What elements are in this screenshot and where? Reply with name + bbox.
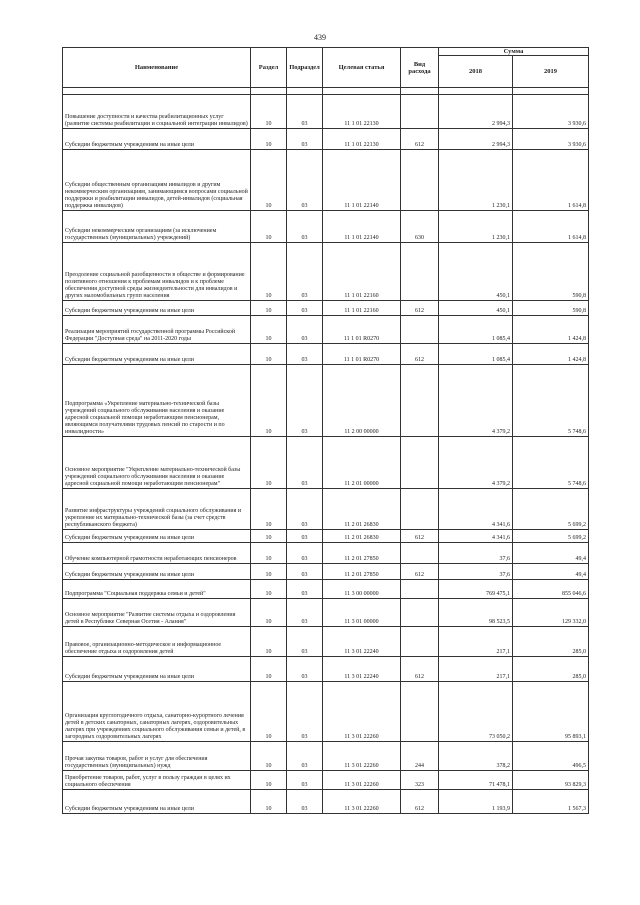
row-subsection: 03 — [287, 682, 323, 742]
row-name: Субсидии некоммерческим организациям (за исключением государственных (муниципальных) учреждений) — [63, 211, 251, 243]
row-name: Субсидии бюджетным учреждениям на иные цели — [63, 564, 251, 580]
row-name: Основное мероприятие "Развитие системы отдыха и оздоровления детей в Республике Северная Осетия - Алания" — [63, 599, 251, 627]
table-row — [63, 437, 589, 489]
row-sum-2019: 5 699,2 — [513, 489, 589, 530]
row-sum-2018: 4 341,6 — [439, 530, 513, 543]
row-section: 10 — [251, 790, 287, 814]
row-target: 11 1 01 22130 — [323, 129, 401, 150]
row-name: Прочая закупка товаров, работ и услуг для обеспечения государственных (муниципальных) нужд — [63, 742, 251, 771]
header-spacer — [63, 88, 589, 95]
row-sum-2018: 1 085,4 — [439, 316, 513, 344]
row-name: Субсидии бюджетным учреждениям на иные цели — [63, 129, 251, 150]
row-section: 10 — [251, 437, 287, 489]
row-section: 10 — [251, 129, 287, 150]
row-target: 11 3 01 22240 — [323, 627, 401, 657]
table-row — [63, 627, 589, 657]
table-row — [63, 316, 589, 344]
row-section: 10 — [251, 599, 287, 627]
header-year-2019: 2019 — [513, 56, 589, 88]
row-sum-2019: 1 614,8 — [513, 211, 589, 243]
row-target: 11 3 01 22240 — [323, 657, 401, 682]
row-sum-2018: 378,2 — [439, 742, 513, 771]
row-target: 11 3 00 00000 — [323, 580, 401, 599]
row-expense-type — [401, 243, 439, 301]
row-subsection: 03 — [287, 211, 323, 243]
row-target: 11 2 00 00000 — [323, 365, 401, 437]
row-subsection: 03 — [287, 790, 323, 814]
row-name: Приобретение товаров, работ, услуг в пользу граждан в целях их социального обеспечения — [63, 771, 251, 790]
table-row — [63, 489, 589, 530]
row-section: 10 — [251, 211, 287, 243]
row-sum-2019: 285,0 — [513, 627, 589, 657]
table-row — [63, 543, 589, 564]
row-target: 11 2 01 00000 — [323, 437, 401, 489]
row-target: 11 3 01 22260 — [323, 790, 401, 814]
row-sum-2019: 129 332,0 — [513, 599, 589, 627]
row-sum-2019: 49,4 — [513, 564, 589, 580]
row-name: Повышение доступности и качества реабилитационных услуг (развитие системы реабилитации и социальной интеграции инвалидов) — [63, 95, 251, 129]
row-expense-type — [401, 150, 439, 211]
row-expense-type: 612 — [401, 657, 439, 682]
row-sum-2018: 1 230,1 — [439, 150, 513, 211]
table-row — [63, 301, 589, 316]
row-expense-type — [401, 682, 439, 742]
row-sum-2019: 1 567,3 — [513, 790, 589, 814]
row-sum-2018: 450,1 — [439, 301, 513, 316]
table-row — [63, 150, 589, 211]
row-target: 11 3 01 00000 — [323, 599, 401, 627]
row-expense-type — [401, 627, 439, 657]
row-expense-type — [401, 316, 439, 344]
row-subsection: 03 — [287, 301, 323, 316]
row-name: Субсидии бюджетным учреждениям на иные цели — [63, 301, 251, 316]
row-target: 11 1 01 R0270 — [323, 316, 401, 344]
table-row — [63, 657, 589, 682]
row-section: 10 — [251, 301, 287, 316]
row-sum-2018: 73 050,2 — [439, 682, 513, 742]
row-subsection: 03 — [287, 771, 323, 790]
row-subsection: 03 — [287, 365, 323, 437]
row-subsection: 03 — [287, 489, 323, 530]
row-name: Субсидии общественным организациям инвалидов и другим некоммерческим организациям, занимающимся вопросами социальной поддержки и реабилитации инвалидов, детей-инвалидов (социальная поддержка инвалидов) — [63, 150, 251, 211]
row-sum-2019: 1 614,8 — [513, 150, 589, 211]
row-target: 11 1 01 22160 — [323, 243, 401, 301]
table-body — [63, 88, 589, 814]
row-target: 11 3 01 22260 — [323, 742, 401, 771]
table-row — [63, 211, 589, 243]
row-sum-2018: 37,6 — [439, 543, 513, 564]
row-sum-2018: 2 994,3 — [439, 95, 513, 129]
row-target: 11 1 01 22140 — [323, 211, 401, 243]
table-row — [63, 790, 589, 814]
row-sum-2018: 217,1 — [439, 627, 513, 657]
row-expense-type: 612 — [401, 530, 439, 543]
row-sum-2019: 855 046,6 — [513, 580, 589, 599]
header-subsection: Подраздел — [287, 48, 323, 88]
row-sum-2019: 590,8 — [513, 301, 589, 316]
row-sum-2019: 5 748,6 — [513, 365, 589, 437]
row-sum-2018: 1 193,9 — [439, 790, 513, 814]
header-name: Наименование — [63, 48, 251, 88]
row-sum-2018: 4 379,2 — [439, 437, 513, 489]
row-expense-type: 612 — [401, 564, 439, 580]
row-sum-2019: 590,8 — [513, 243, 589, 301]
row-expense-type — [401, 543, 439, 564]
header-expense-type: Вид расхода — [401, 48, 439, 88]
table-row — [63, 599, 589, 627]
row-section: 10 — [251, 489, 287, 530]
row-subsection: 03 — [287, 742, 323, 771]
row-expense-type: 630 — [401, 211, 439, 243]
row-section: 10 — [251, 530, 287, 543]
row-expense-type: 612 — [401, 301, 439, 316]
row-expense-type — [401, 580, 439, 599]
table-row — [63, 742, 589, 771]
row-sum-2018: 98 523,5 — [439, 599, 513, 627]
row-sum-2018: 4 341,6 — [439, 489, 513, 530]
row-subsection: 03 — [287, 580, 323, 599]
row-sum-2018: 37,6 — [439, 564, 513, 580]
row-section: 10 — [251, 543, 287, 564]
table-row — [63, 129, 589, 150]
row-subsection: 03 — [287, 129, 323, 150]
row-expense-type: 244 — [401, 742, 439, 771]
row-subsection: 03 — [287, 530, 323, 543]
row-sum-2019: 1 424,8 — [513, 344, 589, 365]
row-subsection: 03 — [287, 437, 323, 489]
row-subsection: 03 — [287, 344, 323, 365]
row-expense-type — [401, 599, 439, 627]
row-subsection: 03 — [287, 316, 323, 344]
row-sum-2018: 2 994,3 — [439, 129, 513, 150]
row-name: Субсидии бюджетным учреждениям на иные цели — [63, 657, 251, 682]
row-target: 11 1 01 22140 — [323, 150, 401, 211]
row-name: Организация круглогодичного отдыха, санаторно-курортного лечения детей в детских санаторных, санаторных лагерях, оздоровительных лагерях при учреждениях социального обслуживания семьи и детей, в загородных оздоровительных лагерях — [63, 682, 251, 742]
row-subsection: 03 — [287, 564, 323, 580]
row-section: 10 — [251, 316, 287, 344]
row-section: 10 — [251, 243, 287, 301]
row-sum-2018: 217,1 — [439, 657, 513, 682]
row-sum-2018: 769 475,1 — [439, 580, 513, 599]
row-section: 10 — [251, 682, 287, 742]
row-name: Субсидии бюджетным учреждениям на иные цели — [63, 790, 251, 814]
row-target: 11 2 01 26830 — [323, 489, 401, 530]
table-row — [63, 771, 589, 790]
row-sum-2018: 1 230,1 — [439, 211, 513, 243]
row-section: 10 — [251, 657, 287, 682]
row-expense-type — [401, 489, 439, 530]
row-name: Развитие инфраструктуры учреждений социального обслуживания и укрепление их материально-технической базы (за счет средств республиканского бюджета) — [63, 489, 251, 530]
table-row — [63, 530, 589, 543]
row-section: 10 — [251, 95, 287, 129]
row-section: 10 — [251, 150, 287, 211]
table-row — [63, 682, 589, 742]
header-row — [63, 48, 589, 56]
page-number: 439 — [314, 33, 326, 42]
row-target: 11 3 01 22260 — [323, 771, 401, 790]
header-sum: Сумма — [439, 48, 589, 56]
table-row — [63, 365, 589, 437]
row-section: 10 — [251, 365, 287, 437]
row-name: Субсидии бюджетным учреждениям на иные цели — [63, 344, 251, 365]
row-sum-2018: 71 478,1 — [439, 771, 513, 790]
row-target: 11 1 01 22130 — [323, 95, 401, 129]
row-subsection: 03 — [287, 543, 323, 564]
row-target: 11 2 01 27850 — [323, 564, 401, 580]
row-name: Преодоление социальной разобщенности в обществе и формирование позитивного отношения к проблемам инвалидов и к проблеме обеспечения доступной среды жизнедеятельности для инвалидов и других маломобильных групп населения — [63, 243, 251, 301]
row-expense-type — [401, 95, 439, 129]
row-expense-type: 612 — [401, 344, 439, 365]
table-row — [63, 95, 589, 129]
row-section: 10 — [251, 564, 287, 580]
row-expense-type — [401, 437, 439, 489]
table-row — [63, 580, 589, 599]
row-target: 11 1 01 R0270 — [323, 344, 401, 365]
row-subsection: 03 — [287, 150, 323, 211]
row-target: 11 1 01 22160 — [323, 301, 401, 316]
row-subsection: 03 — [287, 657, 323, 682]
row-section: 10 — [251, 580, 287, 599]
table-row — [63, 344, 589, 365]
row-name: Обучение компьютерной грамотности неработающих пенсионеров — [63, 543, 251, 564]
row-sum-2019: 95 893,1 — [513, 682, 589, 742]
row-subsection: 03 — [287, 627, 323, 657]
row-expense-type: 612 — [401, 790, 439, 814]
row-sum-2018: 4 379,2 — [439, 365, 513, 437]
row-name: Реализация мероприятий государственной программы Российской Федерации "Доступная среда" на 2011-2020 годы — [63, 316, 251, 344]
row-target: 11 2 01 27850 — [323, 543, 401, 564]
row-section: 10 — [251, 627, 287, 657]
row-sum-2019: 285,0 — [513, 657, 589, 682]
header-target: Целевая статья — [323, 48, 401, 88]
row-target: 11 3 01 22260 — [323, 682, 401, 742]
row-sum-2019: 496,5 — [513, 742, 589, 771]
table-row — [63, 243, 589, 301]
row-expense-type: 323 — [401, 771, 439, 790]
row-section: 10 — [251, 344, 287, 365]
row-sum-2019: 5 699,2 — [513, 530, 589, 543]
budget-table — [62, 47, 589, 814]
row-sum-2018: 450,1 — [439, 243, 513, 301]
row-name: Правовое, организационно-методическое и информационное обеспечение отдыха и оздоровления детей — [63, 627, 251, 657]
row-name: Субсидии бюджетным учреждениям на иные цели — [63, 530, 251, 543]
row-subsection: 03 — [287, 599, 323, 627]
row-section: 10 — [251, 771, 287, 790]
row-sum-2019: 3 930,6 — [513, 129, 589, 150]
row-name: Подпрограмма «Укрепление материально-технической базы учреждений социального обслуживания населения и оказание адресной социальной помощи неработающим пенсионерам, являющимся получателями трудовых пенсий по старости и по инвалидности» — [63, 365, 251, 437]
header-section: Раздел — [251, 48, 287, 88]
row-target: 11 2 01 26830 — [323, 530, 401, 543]
row-name: Подпрограмма "Социальная поддержка семьи и детей" — [63, 580, 251, 599]
row-name: Основное мероприятие "Укрепление материально-технической базы учреждений социального обслуживания населения и оказание адресной социальной помощи неработающим пенсионерам" — [63, 437, 251, 489]
row-sum-2019: 1 424,8 — [513, 316, 589, 344]
row-subsection: 03 — [287, 95, 323, 129]
row-sum-2018: 1 085,4 — [439, 344, 513, 365]
row-expense-type: 612 — [401, 129, 439, 150]
row-expense-type — [401, 365, 439, 437]
row-sum-2019: 3 930,6 — [513, 95, 589, 129]
row-subsection: 03 — [287, 243, 323, 301]
row-sum-2019: 93 829,3 — [513, 771, 589, 790]
row-sum-2019: 49,4 — [513, 543, 589, 564]
table-row — [63, 564, 589, 580]
row-sum-2019: 5 748,6 — [513, 437, 589, 489]
row-section: 10 — [251, 742, 287, 771]
header-year-2018: 2018 — [439, 56, 513, 88]
